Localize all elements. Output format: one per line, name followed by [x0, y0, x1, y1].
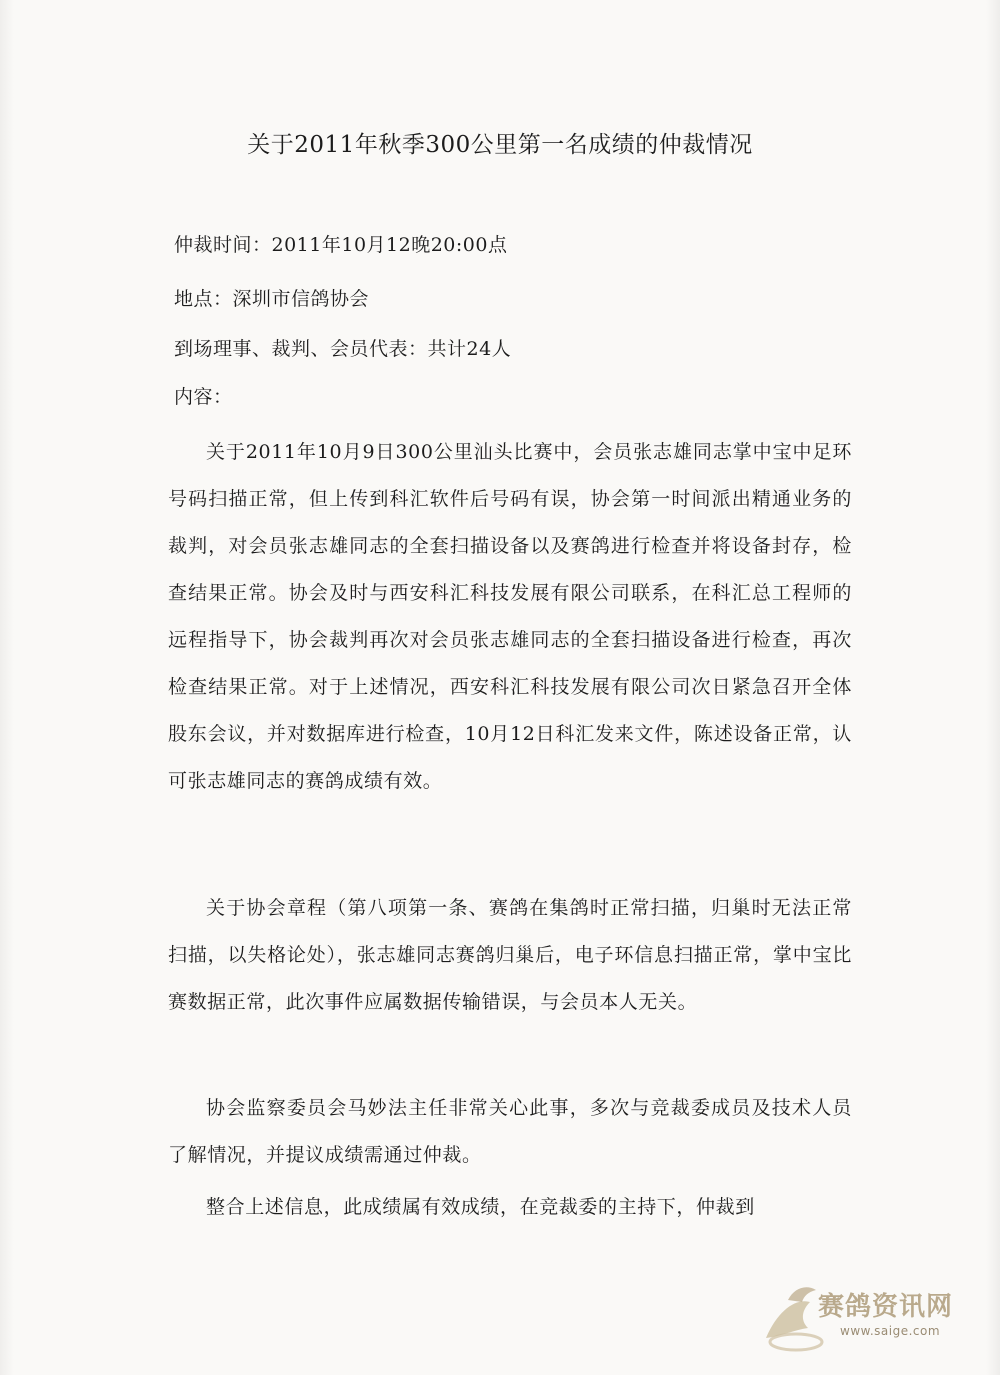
- paragraph-3: 协会监察委员会马妙法主任非常关心此事，多次与竞裁委成员及技术人员了解情况，并提议成绩需通过仲裁。: [168, 1097, 852, 1166]
- paragraph-1: 关于2011年10月9日300公里汕头比赛中，会员张志雄同志掌中宝中足环号码扫描正常，但上传到科汇软件后号码有误，协会第一时间派出精通业务的裁判，对会员张志雄同志的全套扫描设备以及赛鸽进行检查并将设备封存，检查结果正常。协会及时与西安科汇科技发展有限公司联系，在科汇总工程师的远程指导下，协会裁判再次对会员张志雄同志的全套扫描设备进行检查，再次检查结果正常。对于上述情况，西安科汇科技发展有限公司次日紧急召开全体股东会议，并对数据库进行检查，10月12日科汇发来文件，陈述设备正常，认可张志雄同志的赛鸽成绩有效。: [168, 441, 852, 792]
- paragraph-4: 整合上述信息，此成绩属有效成绩，在竞裁委的主持下，仲裁到: [206, 1196, 755, 1218]
- arbitration-location: 地点：深圳市信鸽协会: [174, 288, 370, 310]
- document-title: 关于2011年秋季300公里第一名成绩的仲裁情况: [247, 132, 753, 158]
- site-watermark: [758, 1280, 988, 1360]
- paragraph-2: 关于协会章程（第八项第一条、赛鸽在集鸽时正常扫描，归巢时无法正常扫描，以失格论处），张志雄同志赛鸽归巢后，电子环信息扫描正常，掌中宝比赛数据正常，此次事件应属数据传输错误，与会员本人无关。: [168, 897, 852, 1013]
- content-label: 内容：: [174, 386, 233, 408]
- watermark-url: www.saige.com: [840, 1324, 941, 1338]
- arbitration-time: 仲裁时间：2011年10月12晚20:00点: [174, 234, 508, 256]
- watermark-text: 赛鸽资讯网: [818, 1292, 954, 1322]
- attendees-line: 到场理事、裁判、会员代表：共计24人: [174, 338, 512, 360]
